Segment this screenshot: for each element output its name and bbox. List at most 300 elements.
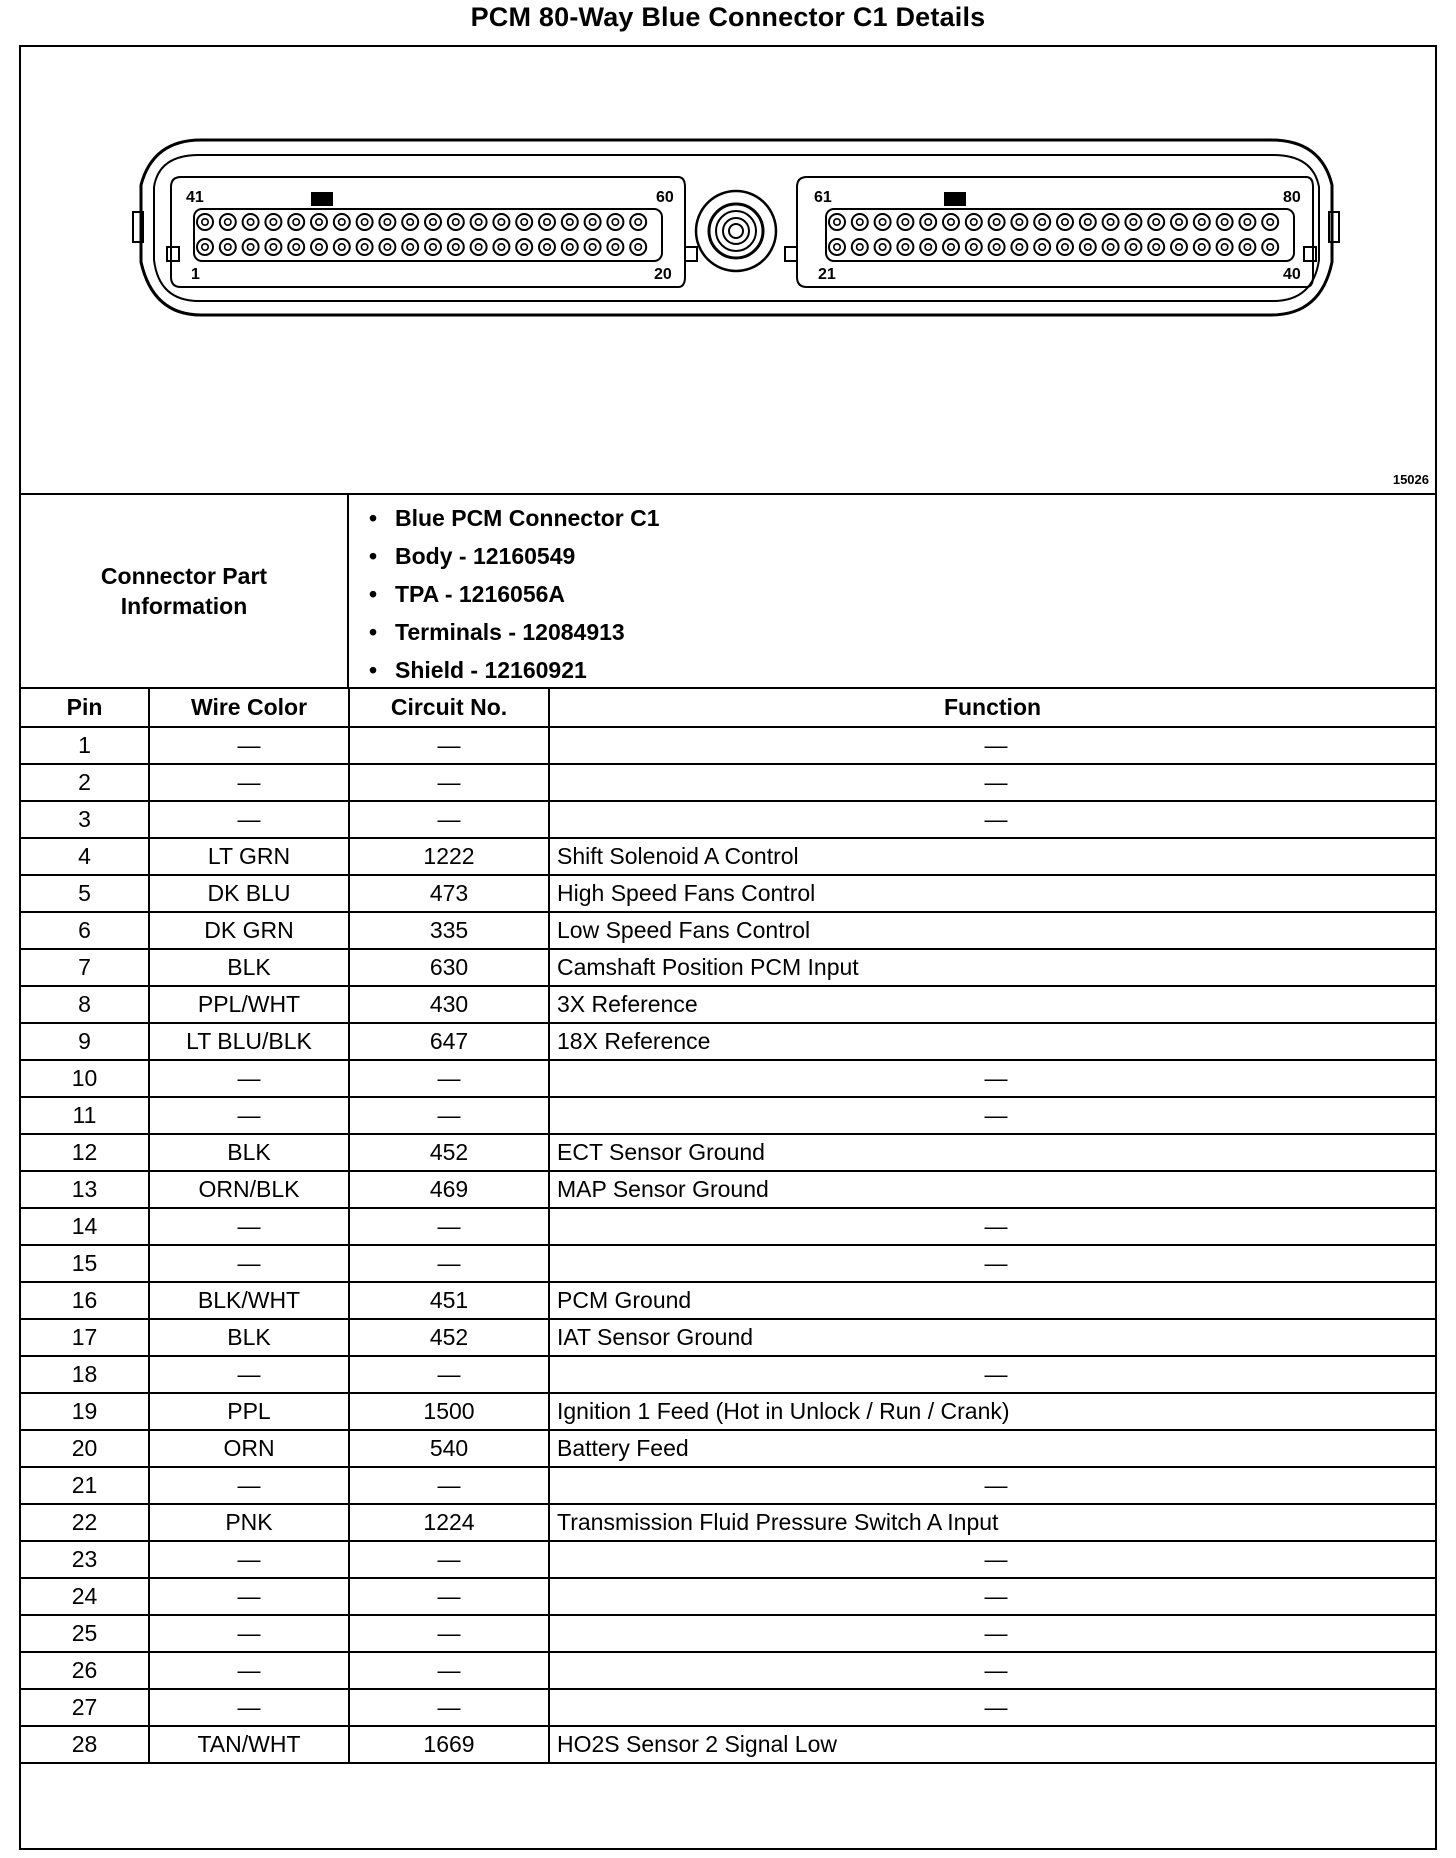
connector-figure — [21, 47, 1435, 495]
connector-part-info-label: Connector Part Information — [21, 495, 349, 687]
pin-hole-center — [1085, 219, 1091, 225]
table-row — [21, 949, 1435, 986]
pin-hole — [1194, 239, 1210, 255]
function-cell: — — [549, 1615, 1435, 1652]
pin-hole — [448, 214, 464, 230]
pin-table-header — [21, 689, 1435, 727]
pin-cell: 26 — [21, 1652, 149, 1689]
function-cell: — — [549, 1689, 1435, 1726]
pin-hole-center — [339, 244, 345, 250]
function-cell: — — [549, 1652, 1435, 1689]
pin-hole — [1148, 214, 1164, 230]
pin-hole-center — [202, 244, 208, 250]
function-cell: — — [549, 1208, 1435, 1245]
wire-color-cell: — — [149, 1541, 349, 1578]
right-end-tab — [1304, 247, 1316, 261]
pin-hole-center — [521, 244, 527, 250]
pin-cell: 14 — [21, 1208, 149, 1245]
table-row — [21, 1726, 1435, 1763]
pin-hole — [1262, 214, 1278, 230]
pin-cell: 21 — [21, 1467, 149, 1504]
left-end-tab — [167, 247, 179, 261]
figure-id: 15026 — [1392, 472, 1429, 487]
part-item-body: • Body - 12160549 — [369, 537, 660, 575]
pin-hole — [852, 239, 868, 255]
pin-hole-center — [521, 219, 527, 225]
table-row — [21, 1467, 1435, 1504]
left-side-tab — [685, 247, 697, 261]
circuit-cell: — — [349, 1615, 549, 1652]
function-cell: Camshaft Position PCM Input — [549, 949, 1435, 986]
table-row — [21, 1282, 1435, 1319]
table-row — [21, 1245, 1435, 1282]
pin-hole-center — [925, 219, 931, 225]
pin-hole-center — [316, 244, 322, 250]
table-row — [21, 1393, 1435, 1430]
pin-cell: 8 — [21, 986, 149, 1023]
wire-color-cell: — — [149, 1578, 349, 1615]
pin-cell: 5 — [21, 875, 149, 912]
table-row — [21, 838, 1435, 875]
pin-cell: 20 — [21, 1430, 149, 1467]
circuit-cell: — — [349, 1689, 549, 1726]
pin-hole — [311, 239, 327, 255]
pin-hole — [425, 214, 441, 230]
pin-hole-center — [407, 244, 413, 250]
pin-hole-center — [475, 244, 481, 250]
table-row — [21, 801, 1435, 838]
pin-cell: 9 — [21, 1023, 149, 1060]
wire-color-cell: BLK — [149, 949, 349, 986]
circuit-cell: 630 — [349, 949, 549, 986]
table-row — [21, 1615, 1435, 1652]
pin-hole — [379, 214, 395, 230]
pin-hole-center — [635, 219, 641, 225]
pin-cell: 25 — [21, 1615, 149, 1652]
table-row — [21, 764, 1435, 801]
pin-hole — [989, 239, 1005, 255]
table-row — [21, 1430, 1435, 1467]
pin-hole-center — [857, 219, 863, 225]
center-bolt-mid — [709, 204, 763, 258]
pin-cell: 27 — [21, 1689, 149, 1726]
function-cell: Battery Feed — [549, 1430, 1435, 1467]
pin-hole — [425, 239, 441, 255]
table-row — [21, 1319, 1435, 1356]
wire-color-cell: DK GRN — [149, 912, 349, 949]
pin-hole — [493, 214, 509, 230]
pin-cell: 12 — [21, 1134, 149, 1171]
function-cell: Low Speed Fans Control — [549, 912, 1435, 949]
pin-cell: 28 — [21, 1726, 149, 1763]
pin-label-41: 41 — [186, 189, 204, 206]
function-cell: — — [549, 1541, 1435, 1578]
pin-hole — [448, 239, 464, 255]
pin-hole-center — [925, 244, 931, 250]
pin-hole-center — [971, 219, 977, 225]
pin-label-80: 80 — [1283, 189, 1301, 206]
pin-hole-center — [247, 219, 253, 225]
pin-hole — [357, 214, 373, 230]
pin-hole — [585, 239, 601, 255]
pin-hole — [1034, 214, 1050, 230]
pin-hole-center — [202, 219, 208, 225]
pin-label-40: 40 — [1283, 266, 1301, 283]
header-pin: Pin — [21, 689, 149, 727]
circuit-cell: 473 — [349, 875, 549, 912]
pin-hole-center — [316, 219, 322, 225]
pin-hole-center — [1085, 244, 1091, 250]
pin-hole-center — [902, 219, 908, 225]
pin-hole-center — [612, 244, 618, 250]
connector-part-list — [369, 499, 660, 689]
circuit-cell: — — [349, 1652, 549, 1689]
page-title: PCM 80-Way Blue Connector C1 Details — [470, 2, 986, 32]
circuit-cell: — — [349, 764, 549, 801]
function-cell: High Speed Fans Control — [549, 875, 1435, 912]
function-cell: Transmission Fluid Pressure Switch A Input — [549, 1504, 1435, 1541]
wire-color-cell: PPL — [149, 1393, 349, 1430]
circuit-cell: — — [349, 1208, 549, 1245]
pin-hole — [357, 239, 373, 255]
pin-hole-center — [1062, 244, 1068, 250]
function-cell: PCM Ground — [549, 1282, 1435, 1319]
connector-part-info — [21, 495, 1435, 689]
pin-hole — [220, 239, 236, 255]
table-row — [21, 1652, 1435, 1689]
circuit-cell: — — [349, 727, 549, 764]
connector-diagram — [21, 47, 1435, 493]
pin-hole-center — [498, 219, 504, 225]
pin-hole — [1171, 214, 1187, 230]
pin-hole-center — [361, 219, 367, 225]
wire-color-cell: LT GRN — [149, 838, 349, 875]
function-cell: ECT Sensor Ground — [549, 1134, 1435, 1171]
pin-hole — [920, 214, 936, 230]
pin-hole — [966, 214, 982, 230]
circuit-cell: 430 — [349, 986, 549, 1023]
header-wire-color: Wire Color — [149, 689, 349, 727]
table-row — [21, 1134, 1435, 1171]
wire-color-cell: — — [149, 1615, 349, 1652]
center-bolt-inner — [723, 218, 749, 244]
circuit-cell: — — [349, 1467, 549, 1504]
pin-hole-center — [247, 244, 253, 250]
pin-hole-center — [948, 244, 954, 250]
pin-cell: 19 — [21, 1393, 149, 1430]
pin-hole-center — [589, 244, 595, 250]
circuit-cell: 1669 — [349, 1726, 549, 1763]
pin-hole — [1262, 239, 1278, 255]
pin-hole — [197, 214, 213, 230]
pin-cell: 7 — [21, 949, 149, 986]
table-row — [21, 1023, 1435, 1060]
pin-cell: 1 — [21, 727, 149, 764]
pin-hole — [288, 239, 304, 255]
pin-hole-center — [225, 219, 231, 225]
table-row — [21, 1060, 1435, 1097]
wire-color-cell: DK BLU — [149, 875, 349, 912]
pin-label-21: 21 — [818, 266, 836, 283]
pin-hole — [562, 214, 578, 230]
pin-hole-center — [1221, 219, 1227, 225]
pin-hole — [243, 239, 259, 255]
circuit-cell: — — [349, 801, 549, 838]
pin-hole — [539, 214, 555, 230]
pin-hole — [1103, 214, 1119, 230]
circuit-cell: 1224 — [349, 1504, 549, 1541]
pin-hole-center — [567, 244, 573, 250]
circuit-cell: 452 — [349, 1319, 549, 1356]
pin-hole — [943, 239, 959, 255]
pin-hole — [1217, 214, 1233, 230]
circuit-cell: 451 — [349, 1282, 549, 1319]
pin-hole — [265, 214, 281, 230]
wire-color-cell: — — [149, 1060, 349, 1097]
pin-hole — [630, 239, 646, 255]
pin-hole-center — [635, 244, 641, 250]
table-row — [21, 1171, 1435, 1208]
header-function: Function — [549, 689, 1435, 727]
pin-hole — [402, 214, 418, 230]
pin-hole-center — [384, 219, 390, 225]
table-row — [21, 1578, 1435, 1615]
pin-cell: 2 — [21, 764, 149, 801]
function-cell: — — [549, 1060, 1435, 1097]
pin-hole-center — [225, 244, 231, 250]
wire-color-cell: — — [149, 727, 349, 764]
function-cell: 3X Reference — [549, 986, 1435, 1023]
pin-hole-center — [971, 244, 977, 250]
pin-hole — [1011, 214, 1027, 230]
pin-hole-center — [1244, 219, 1250, 225]
pin-hole-center — [1107, 244, 1113, 250]
wire-color-cell: BLK/WHT — [149, 1282, 349, 1319]
wire-color-cell: PPL/WHT — [149, 986, 349, 1023]
pin-hole-center — [993, 244, 999, 250]
pin-hole-center — [879, 244, 885, 250]
pin-hole — [311, 214, 327, 230]
pin-hole — [1217, 239, 1233, 255]
pin-hole-center — [430, 244, 436, 250]
circuit-cell: 1500 — [349, 1393, 549, 1430]
pin-hole — [1171, 239, 1187, 255]
pin-hole-center — [1221, 244, 1227, 250]
circuit-cell: — — [349, 1245, 549, 1282]
circuit-cell: — — [349, 1356, 549, 1393]
pin-hole-center — [1153, 244, 1159, 250]
function-cell: — — [549, 801, 1435, 838]
pin-hole — [1057, 239, 1073, 255]
wire-color-cell: — — [149, 764, 349, 801]
pin-hole-center — [270, 244, 276, 250]
pin-hole — [829, 239, 845, 255]
pin-hole — [1194, 214, 1210, 230]
wire-color-cell: — — [149, 801, 349, 838]
table-row — [21, 1208, 1435, 1245]
pin-hole-center — [293, 219, 299, 225]
pin-hole — [989, 214, 1005, 230]
wire-color-cell: PNK — [149, 1504, 349, 1541]
function-cell: — — [549, 727, 1435, 764]
pin-hole-center — [1062, 219, 1068, 225]
circuit-cell: — — [349, 1060, 549, 1097]
pin-hole — [607, 214, 623, 230]
pin-hole — [1011, 239, 1027, 255]
pin-hole-center — [1176, 219, 1182, 225]
connector-housing-outer — [141, 140, 1332, 315]
wire-color-cell: — — [149, 1467, 349, 1504]
pin-hole — [1080, 239, 1096, 255]
pin-hole — [852, 214, 868, 230]
pin-cell: 23 — [21, 1541, 149, 1578]
right-cavity — [797, 177, 1313, 287]
pin-holes — [197, 214, 1278, 255]
pin-hole-center — [993, 219, 999, 225]
pin-hole-center — [567, 219, 573, 225]
pin-hole-center — [1267, 244, 1273, 250]
pin-hole-center — [407, 219, 413, 225]
pin-hole-center — [475, 219, 481, 225]
circuit-cell: — — [349, 1541, 549, 1578]
center-bolt-core — [729, 224, 743, 238]
pin-hole-center — [1039, 244, 1045, 250]
pin-hole-center — [1107, 219, 1113, 225]
wire-color-cell: TAN/WHT — [149, 1726, 349, 1763]
pin-label-61: 61 — [814, 189, 832, 206]
pin-hole-center — [879, 219, 885, 225]
table-row — [21, 912, 1435, 949]
pin-hole-center — [544, 244, 550, 250]
pin-cell: 16 — [21, 1282, 149, 1319]
pin-cell: 10 — [21, 1060, 149, 1097]
pin-hole-center — [1199, 219, 1205, 225]
left-cavity — [171, 177, 685, 287]
pin-cell: 4 — [21, 838, 149, 875]
table-row — [21, 875, 1435, 912]
wire-color-cell: — — [149, 1356, 349, 1393]
pin-cell: 11 — [21, 1097, 149, 1134]
pin-hole — [966, 239, 982, 255]
pin-hole-center — [1176, 244, 1182, 250]
pin-hole-center — [857, 244, 863, 250]
function-cell: MAP Sensor Ground — [549, 1171, 1435, 1208]
pin-hole — [562, 239, 578, 255]
pin-hole-center — [453, 219, 459, 225]
function-cell: — — [549, 1245, 1435, 1282]
pin-hole-center — [902, 244, 908, 250]
pin-hole — [1103, 239, 1119, 255]
wire-color-cell: ORN — [149, 1430, 349, 1467]
pin-hole — [1148, 239, 1164, 255]
pin-hole — [220, 214, 236, 230]
pin-hole-center — [948, 219, 954, 225]
wire-color-cell: — — [149, 1652, 349, 1689]
pin-hole-center — [293, 244, 299, 250]
function-cell: HO2S Sensor 2 Signal Low — [549, 1726, 1435, 1763]
right-key — [944, 192, 966, 206]
pin-hole — [334, 239, 350, 255]
pin-cell: 3 — [21, 801, 149, 838]
wire-color-cell: — — [149, 1245, 349, 1282]
pin-cell: 15 — [21, 1245, 149, 1282]
pin-cell: 6 — [21, 912, 149, 949]
pin-hole-center — [1199, 244, 1205, 250]
pin-hole — [897, 214, 913, 230]
pin-hole — [471, 214, 487, 230]
pin-hole — [585, 214, 601, 230]
pin-cell: 24 — [21, 1578, 149, 1615]
pin-hole — [493, 239, 509, 255]
pin-hole — [829, 214, 845, 230]
table-row — [21, 1356, 1435, 1393]
pin-hole-center — [1016, 219, 1022, 225]
circuit-cell: 540 — [349, 1430, 549, 1467]
pin-hole — [1125, 239, 1141, 255]
circuit-cell: 1222 — [349, 838, 549, 875]
pin-hole-center — [1039, 219, 1045, 225]
function-cell: — — [549, 1578, 1435, 1615]
pin-label-20: 20 — [654, 266, 672, 283]
pin-hole — [607, 239, 623, 255]
pin-hole-center — [430, 219, 436, 225]
pin-hole — [1239, 239, 1255, 255]
pin-hole — [197, 239, 213, 255]
part-item-shield: • Shield - 12160921 — [369, 651, 660, 689]
pin-label-1: 1 — [191, 266, 200, 283]
circuit-cell: 469 — [349, 1171, 549, 1208]
function-cell: — — [549, 764, 1435, 801]
pin-hole-center — [339, 219, 345, 225]
wire-color-cell: — — [149, 1208, 349, 1245]
pin-hole-center — [1244, 244, 1250, 250]
circuit-cell: 452 — [349, 1134, 549, 1171]
pin-hole-center — [1130, 219, 1136, 225]
pin-cell: 22 — [21, 1504, 149, 1541]
pin-hole-center — [612, 219, 618, 225]
pin-hole — [379, 239, 395, 255]
wire-color-cell: — — [149, 1689, 349, 1726]
pin-hole-center — [270, 219, 276, 225]
pin-hole-center — [384, 244, 390, 250]
circuit-cell: 335 — [349, 912, 549, 949]
pin-hole — [516, 214, 532, 230]
pin-hole — [1034, 239, 1050, 255]
pin-hole — [630, 214, 646, 230]
header-circuit-no: Circuit No. — [349, 689, 549, 727]
function-cell: Ignition 1 Feed (Hot in Unlock / Run / Crank) — [549, 1393, 1435, 1430]
pin-hole-center — [589, 219, 595, 225]
table-row — [21, 1097, 1435, 1134]
pin-hole — [943, 214, 959, 230]
pin-hole — [402, 239, 418, 255]
pin-hole-center — [361, 244, 367, 250]
pin-hole-center — [544, 219, 550, 225]
pin-hole — [897, 239, 913, 255]
table-row — [21, 1504, 1435, 1541]
function-cell: — — [549, 1356, 1435, 1393]
pin-hole-center — [834, 244, 840, 250]
wire-color-cell: LT BLU/BLK — [149, 1023, 349, 1060]
pin-hole-center — [834, 219, 840, 225]
function-cell: IAT Sensor Ground — [549, 1319, 1435, 1356]
wire-color-cell: — — [149, 1097, 349, 1134]
function-cell: Shift Solenoid A Control — [549, 838, 1435, 875]
pin-hole — [1057, 214, 1073, 230]
circuit-cell: 647 — [349, 1023, 549, 1060]
pin-cell: 18 — [21, 1356, 149, 1393]
function-cell: — — [549, 1467, 1435, 1504]
